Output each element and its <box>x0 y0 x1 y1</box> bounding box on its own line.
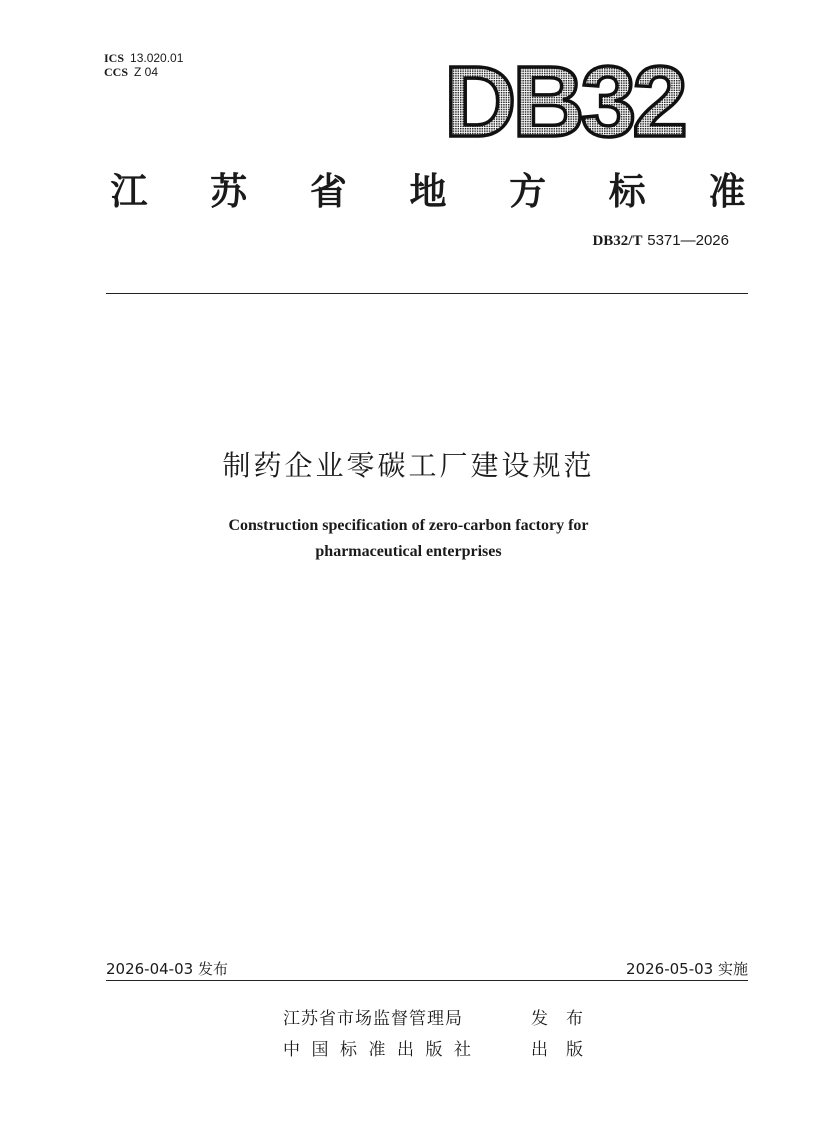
ccs-value: Z 04 <box>134 65 159 79</box>
bottom-divider <box>106 980 748 981</box>
ccs-label: CCS <box>104 65 129 79</box>
publisher-roles <box>531 1004 601 1066</box>
ics-row <box>104 51 183 65</box>
issuer-role: 发布 <box>531 1009 601 1029</box>
standard-number <box>592 231 729 250</box>
publisher-role: 出版 <box>531 1040 601 1060</box>
header-char: 准 <box>708 170 746 213</box>
header-char: 标 <box>608 170 646 213</box>
title-chinese: 制药企业零碳工厂建设规范 <box>222 449 595 482</box>
ics-label: ICS <box>104 51 125 65</box>
classification-codes <box>104 51 183 79</box>
header-char: 方 <box>509 170 547 213</box>
top-divider <box>106 293 748 294</box>
db32-logo-text: DB32 <box>444 46 684 148</box>
publisher-name: 中国标准出版社 <box>283 1040 483 1060</box>
standard-number-prefix: DB32/T <box>592 233 643 249</box>
header-char: 地 <box>409 170 447 213</box>
publisher-names <box>283 1004 483 1066</box>
province-standard-header <box>108 162 748 214</box>
header-char: 苏 <box>210 170 248 213</box>
title-english <box>0 513 817 565</box>
issuer-name: 江苏省市场监督管理局 <box>283 1009 463 1029</box>
title-english-line-2: pharmaceutical enterprises <box>315 543 502 560</box>
ics-value: 13.020.01 <box>130 51 184 65</box>
standard-number-value: 5371—2026 <box>647 232 729 249</box>
header-char: 江 <box>110 170 148 213</box>
implementation-date: 2026-05-03 实施 <box>626 960 748 978</box>
db32-logo <box>436 44 692 148</box>
header-char: 省 <box>309 170 347 213</box>
title-english-line-1: Construction specification of zero-carbon factory for <box>228 517 589 534</box>
ccs-row <box>104 65 183 79</box>
issue-date: 2026-04-03 发布 <box>106 960 228 978</box>
